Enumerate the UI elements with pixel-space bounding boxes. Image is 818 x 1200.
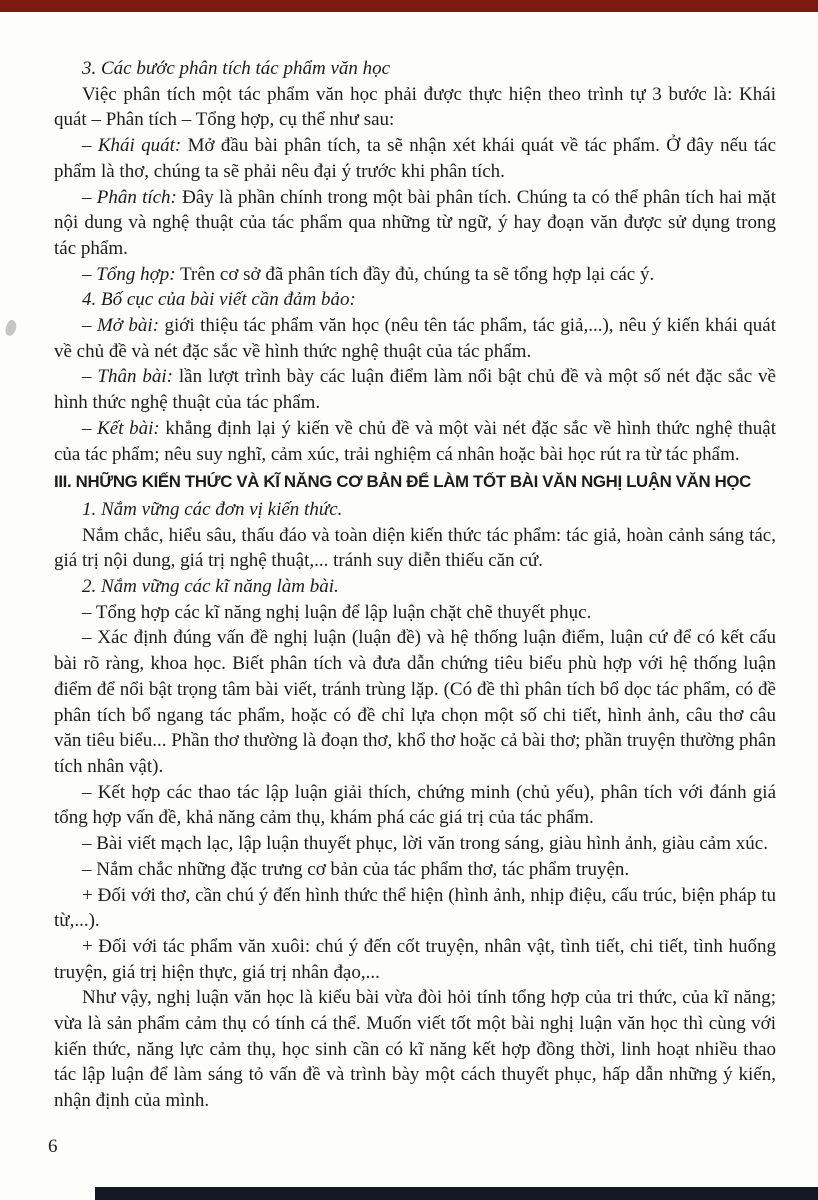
paragraph-text: Nắm chắc, hiểu sâu, thấu đáo và toàn diện kiến thức tác phẩm: tác giả, hoàn cảnh sáng tác, giá trị nội dung, giá trị nghệ thuật,... tránh suy diễn thiếu căn cứ. bbox=[54, 524, 776, 572]
list-item-text: + Đối với tác phẩm văn xuôi: chú ý đến cốt truyện, nhân vật, tình tiết, chi tiết, tình huống truyện, giá trị hiện thực, giá trị nhân đạo,... bbox=[54, 935, 776, 983]
list-item-tong-hop bbox=[54, 262, 776, 288]
subsection-heading-1 bbox=[54, 497, 776, 523]
list-item-mo-bai bbox=[54, 313, 776, 364]
list-item-doi-voi-van-xuoi bbox=[54, 934, 776, 985]
list-item-text: Đây là phần chính trong một bài phân tích. Chúng ta có thể phân tích hai mặt nội dung và nghệ thuật của tác phẩm qua những từ ngữ, ý hay đoạn văn được sử dụng trong tác phẩm. bbox=[54, 186, 776, 259]
list-item-ket-bai bbox=[54, 416, 776, 467]
list-item-text: Trên cơ sở đã phân tích đầy đủ, chúng ta sẽ tổng hợp lại các ý. bbox=[175, 263, 655, 285]
list-item-doi-voi-tho bbox=[54, 883, 776, 934]
list-item-xac-dinh-van-de bbox=[54, 625, 776, 779]
list-item-text: khẳng định lại ý kiến về chủ đề và một vài nét đặc sắc về hình thức nghệ thuật của tác phẩm; nêu suy nghĩ, cảm xúc, trải nghiệm cá nhân hoặc bài học rút ra từ tác phẩm. bbox=[54, 417, 776, 465]
page-text-block bbox=[54, 56, 776, 1114]
list-item-lead: – Phân tích: bbox=[82, 186, 177, 208]
paragraph-text: Như vậy, nghị luận văn học là kiểu bài vừa đòi hỏi tính tổng hợp của tri thức, của kĩ năng; vừa là sản phẩm cảm thụ có tính cá thể. Muốn viết tốt một bài nghị luận văn học thì cùng với kiến thức, năng lực cảm thụ, học sinh cần có kĩ năng kết hợp đồng thời, linh hoạt nhiều thao tác lập luận để làm sáng tỏ vấn đề và trình bày một cách thuyết phục, hấp dẫn những ý kiến, nhận định của mình. bbox=[54, 987, 776, 1112]
list-item-lead: – Tổng hợp: bbox=[82, 263, 176, 285]
list-item-phan-tich bbox=[54, 185, 776, 262]
page-top-color-bar bbox=[0, 0, 818, 12]
list-item-lead: – Khái quát: bbox=[82, 135, 182, 157]
heading-text: 1. Nắm vững các đơn vị kiến thức. bbox=[82, 498, 343, 520]
paragraph-conclusion bbox=[54, 985, 776, 1114]
heading-text: 3. Các bước phân tích tác phẩm văn học bbox=[82, 58, 391, 79]
subsection-heading-4 bbox=[54, 287, 776, 313]
list-item-lead: – Mở bài: bbox=[82, 315, 160, 337]
list-item-text: lần lượt trình bày các luận điểm làm nổi bật chủ đề và một số nét đặc sắc về hình thức nghệ thuật của tác phẩm. bbox=[54, 366, 776, 414]
list-item-text: Mở đầu bài phân tích, ta sẽ nhận xét khái quát về tác phẩm. Ở đây nếu tác phẩm là thơ, chúng ta sẽ phải nêu đại ý trước khi phân tích. bbox=[54, 135, 777, 182]
list-item-text: – Nắm chắc những đặc trưng cơ bản của tác phẩm thơ, tác phẩm truyện. bbox=[82, 858, 630, 880]
heading-text: 4. Bố cục của bài viết cần đảm bảo: bbox=[82, 289, 356, 311]
paragraph-intro-steps bbox=[54, 82, 776, 133]
list-item-text: + Đối với thơ, cần chú ý đến hình thức thể hiện (hình ảnh, nhịp điệu, cấu trúc, biện pháp tu từ,...). bbox=[54, 884, 776, 932]
heading-text: 2. Nắm vững các kĩ năng làm bài. bbox=[82, 576, 339, 598]
page-number: 6 bbox=[48, 1136, 58, 1157]
subsection-heading-3 bbox=[54, 56, 776, 82]
list-item-khai-quat bbox=[54, 133, 776, 184]
list-item-ket-hop-thao-tac bbox=[54, 780, 776, 831]
scan-artifact bbox=[4, 319, 19, 337]
list-item-text: – Bài viết mạch lạc, lập luận thuyết phục, lời văn trong sáng, giàu hình ảnh, giàu cảm xúc. bbox=[82, 833, 768, 855]
list-item-text: – Xác định đúng vấn đề nghị luận (luận đề) và hệ thống luận điểm, luận cứ để có kết cấu bài rõ ràng, khoa học. Biết phân tích và đưa dẫn chứng tiêu biểu phù hợp với hệ thống luận điểm để nổi bật trọng tâm bài viết, tránh trùng lặp. (Có đề thì phân tích bổ dọc tác phẩm, có đề phân tích bổ ngang tác phẩm, hoặc có đề chỉ lựa chọn một số chi tiết, hình ảnh, câu thơ câu văn tiêu biểu... Phần thơ thường là đoạn thơ, khổ thơ hoặc cả bài thơ; phần truyện thường phân tích nhân vật). bbox=[54, 627, 776, 777]
paragraph-text: Việc phân tích một tác phẩm văn học phải được thực hiện theo trình tự 3 bước là: Khái quát – Phân tích – Tổng hợp, cụ thể như sau: bbox=[54, 83, 776, 131]
list-item-dac-trung-co-ban bbox=[54, 857, 776, 883]
list-item-than-bai bbox=[54, 364, 776, 415]
list-item-tong-hop-ki-nang bbox=[54, 600, 776, 626]
list-item-text: – Kết hợp các thao tác lập luận giải thích, chứng minh (chủ yếu), phân tích với đánh giá tổng hợp vấn đề, khả năng cảm thụ, khám phá các giá trị của tác phẩm. bbox=[54, 781, 776, 829]
list-item-text: giới thiệu tác phẩm văn học (nêu tên tác phẩm, tác giả,...), nêu ý kiến khái quát về chủ đề và nét đặc sắc về hình thức nghệ thuật của tác phẩm. bbox=[54, 315, 776, 362]
section-heading-iii bbox=[54, 469, 769, 495]
paragraph-kien-thuc bbox=[54, 523, 776, 574]
section-heading-text: III. NHỮNG KIẾN THỨC VÀ KĨ NĂNG CƠ BẢN ĐỂ LÀM TỐT BÀI VĂN NGHỊ LUẬN VĂN HỌC bbox=[54, 472, 751, 492]
subsection-heading-2 bbox=[54, 574, 776, 600]
list-item-lead: – Thân bài: bbox=[82, 366, 173, 388]
list-item-bai-viet-mach-lac bbox=[54, 831, 776, 857]
list-item-lead: – Kết bài: bbox=[82, 417, 160, 439]
list-item-text: – Tổng hợp các kĩ năng nghị luận để lập luận chặt chẽ thuyết phục. bbox=[82, 601, 592, 623]
page-bottom-color-bar bbox=[95, 1187, 818, 1200]
